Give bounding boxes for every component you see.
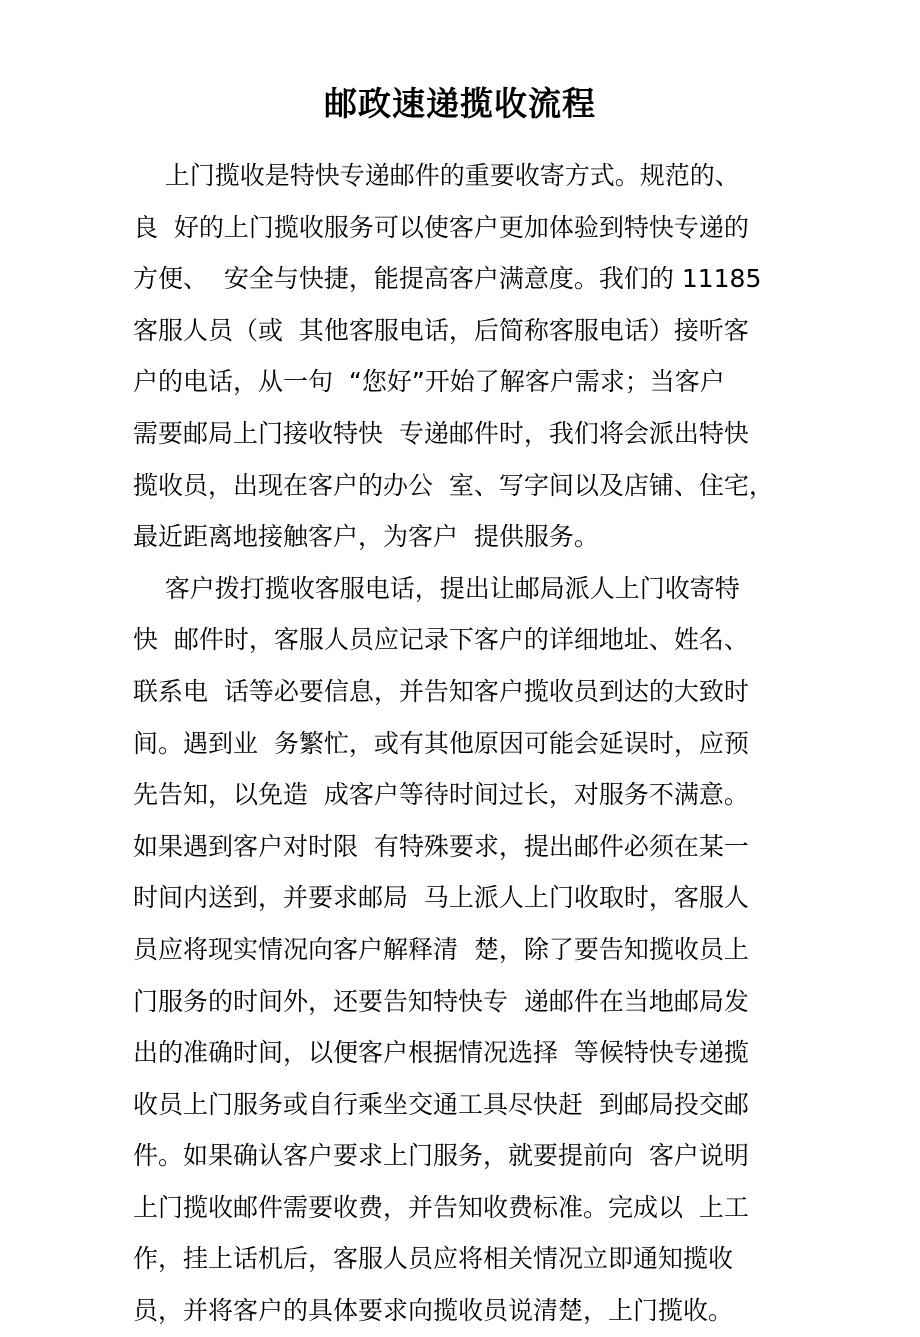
text-line: 员应将现实情况向客户解释清 楚，除了要告知揽收员上 xyxy=(133,934,749,964)
text-line: 时间内送到，并要求邮局 马上派人上门收取时，客服人 xyxy=(133,883,749,913)
text-line: 客服人员（或 其他客服电话，后简称客服电话）接听客 xyxy=(133,315,749,345)
text-line: 客户拨打揽收客服电话，提出让邮局派人上门收寄特 xyxy=(133,573,740,603)
text-line: 员，并将客户的具体要求向揽收员说清楚，上门揽收。 xyxy=(133,1296,734,1326)
text-line: 如果遇到客户对时限 有特殊要求，提出邮件必须在某一 xyxy=(133,831,749,861)
text-line: 收员上门服务或自行乘坐交通工具尽快赶 到邮局投交邮 xyxy=(133,1089,749,1119)
text-line: 揽收员，出现在客户的办公 室、写字间以及店铺、住宅， xyxy=(133,470,774,500)
document-body xyxy=(133,150,801,1337)
text-line: 户的电话，从一句 “您好”开始了解客户需求；当客户 xyxy=(133,367,725,397)
text-line: 件。如果确认客户要求上门服务，就要提前向 客户说明 xyxy=(133,1141,749,1171)
document-title: 邮政速递揽收流程 xyxy=(324,84,596,123)
text-line: 良 好的上门揽收服务可以使客户更加体验到特快专递的 xyxy=(133,212,749,242)
text-line: 门服务的时间外，还要告知特快专 递邮件在当地邮局发 xyxy=(133,986,749,1016)
text-line: 先告知，以免造 成客户等待时间过长，对服务不满意。 xyxy=(133,780,749,810)
text-line: 方便、 安全与快捷，能提高客户满意度。我们的 11185 xyxy=(133,264,762,294)
text-line: 需要邮局上门接收特快 专递邮件时，我们将会派出特快 xyxy=(133,418,749,448)
text-line: 联系电 话等必要信息，并告知客户揽收员到达的大致时 xyxy=(133,676,749,706)
text-line: 快 邮件时，客服人员应记录下客户的详细地址、姓名、 xyxy=(133,625,749,655)
text-line: 作，挂上话机后，客服人员应将相关情况立即通知揽收 xyxy=(133,1244,734,1274)
text-line: 最近距离地接触客户，为客户 提供服务。 xyxy=(133,522,599,552)
text-line: 出的准确时间，以便客户根据情况选择 等候特快专递揽 xyxy=(133,1038,749,1068)
text-line: 上门揽收邮件需要收费，并告知收费标准。完成以 上工 xyxy=(133,1192,749,1222)
text-line: 上门揽收是特快专递邮件的重要收寄方式。规范的、 xyxy=(133,161,740,190)
text-line: 间。遇到业 务繁忙，或有其他原因可能会延误时，应预 xyxy=(133,728,749,758)
